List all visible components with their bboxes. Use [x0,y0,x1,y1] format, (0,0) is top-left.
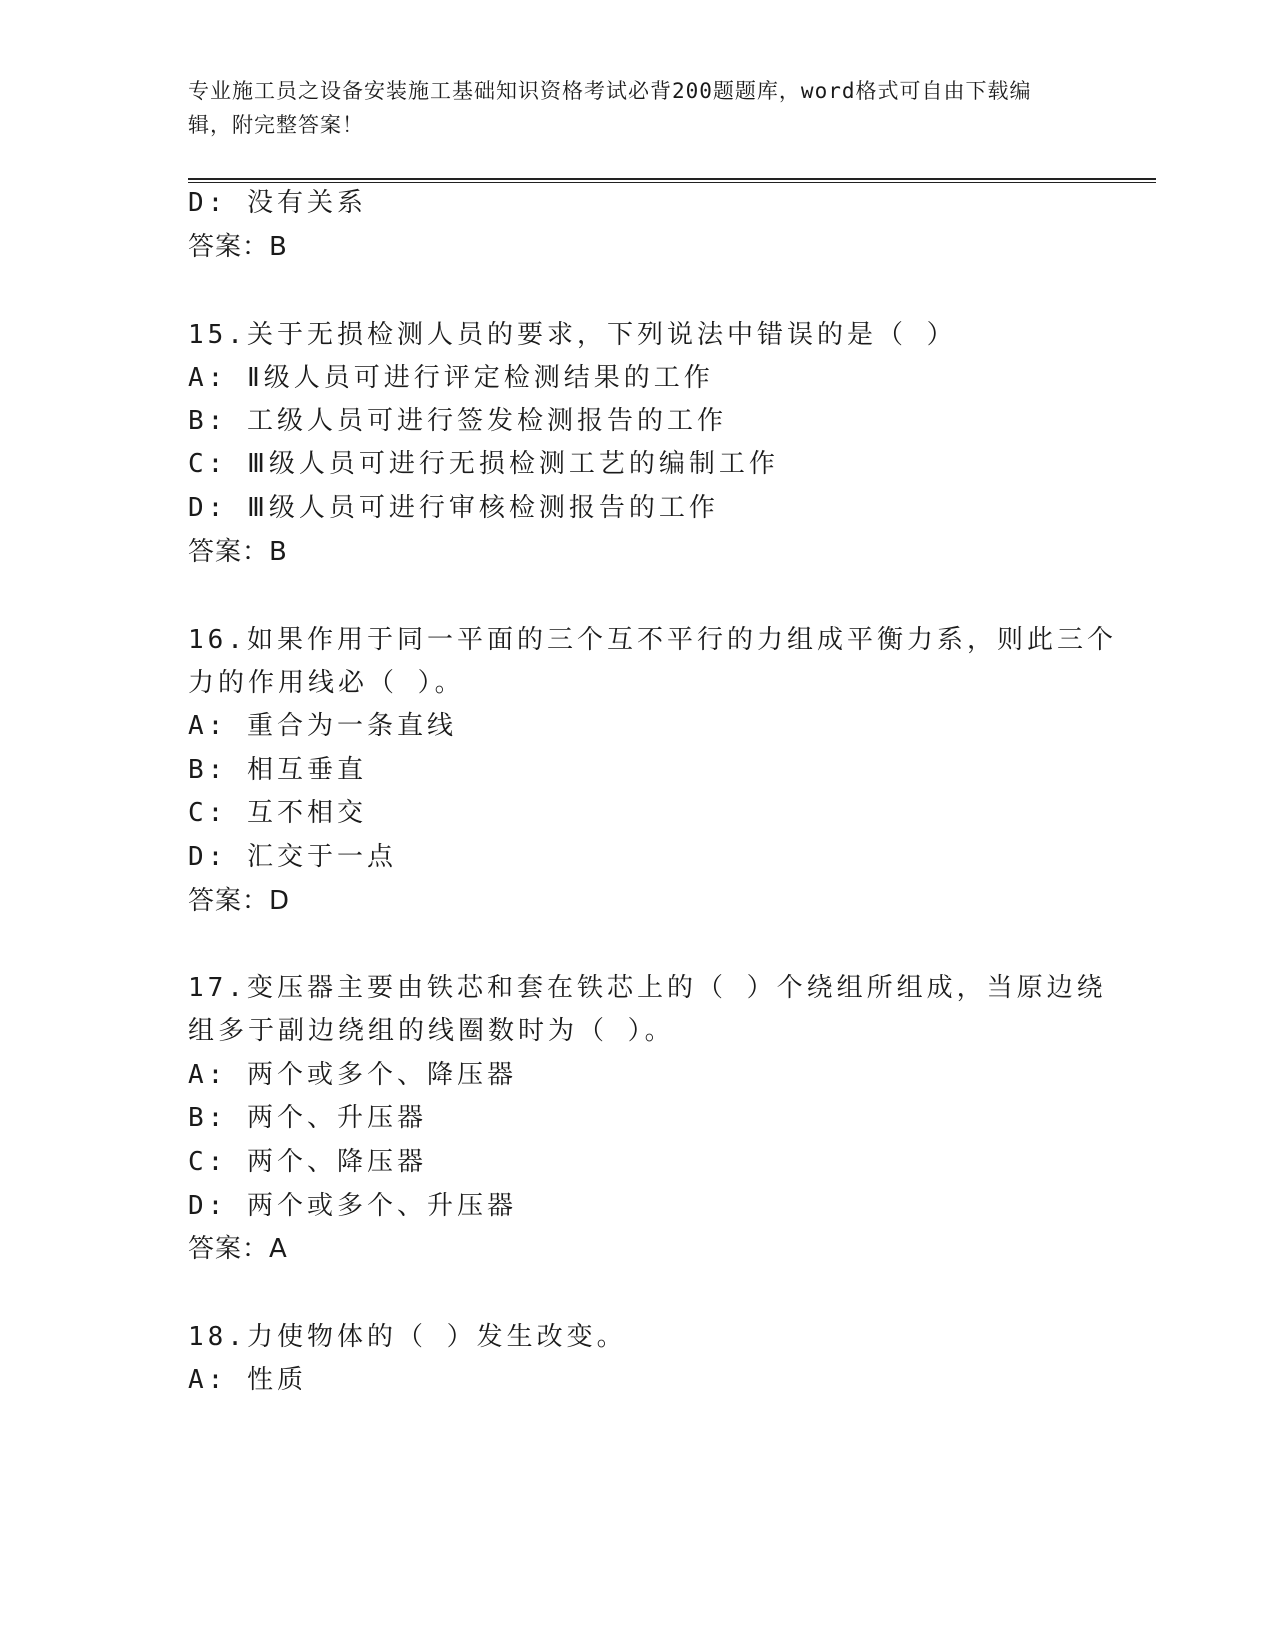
option-d: D: Ⅲ级人员可进行审核检测报告的工作 [188,493,719,523]
answer-line: 答案：B [188,537,288,567]
option-d: D: 汇交于一点 [188,842,397,872]
option-c: C: 互不相交 [188,798,367,828]
document-header: 专业施工员之设备安装施工基础知识资格考试必背200题题库，word格式可自由下载编辑，附完整答案！ [188,79,1032,137]
question-stem: 17.变压器主要由铁芯和套在铁芯上的（ ）个绕组所组成，当原边绕 [188,973,1107,1003]
question-stem: 18.力使物体的（ ）发生改变。 [188,1322,627,1352]
question-stem: 15.关于无损检测人员的要求，下列说法中错误的是（ ） [188,320,957,350]
answer-line: 答案：D [188,886,291,916]
header-divider [188,178,1156,183]
answer-line: 答案：B [188,232,288,262]
option-d: D: 两个或多个、升压器 [188,1191,517,1221]
question-stem: 16.如果作用于同一平面的三个互不平行的力组成平衡力系，则此三个 [188,625,1117,655]
option-c: C: Ⅲ级人员可进行无损检测工艺的编制工作 [188,449,779,479]
option-b: B: 工级人员可进行签发检测报告的工作 [188,406,727,436]
option-b: B: 两个、升压器 [188,1103,427,1133]
option-a: A: 性质 [188,1365,307,1395]
option-b: B: 相互垂直 [188,755,367,785]
option-a: A: 两个或多个、降压器 [188,1060,517,1090]
option-c: C: 两个、降压器 [188,1147,427,1177]
option-d: D: 没有关系 [188,188,367,218]
answer-line: 答案：A [188,1234,288,1264]
option-a: A: Ⅱ级人员可进行评定检测结果的工作 [188,363,714,393]
question-stem-cont: 组多于副边绕组的线圈数时为（ ）。 [188,1016,675,1046]
question-stem-cont: 力的作用线必（ ）。 [188,668,465,698]
option-a: A: 重合为一条直线 [188,711,457,741]
